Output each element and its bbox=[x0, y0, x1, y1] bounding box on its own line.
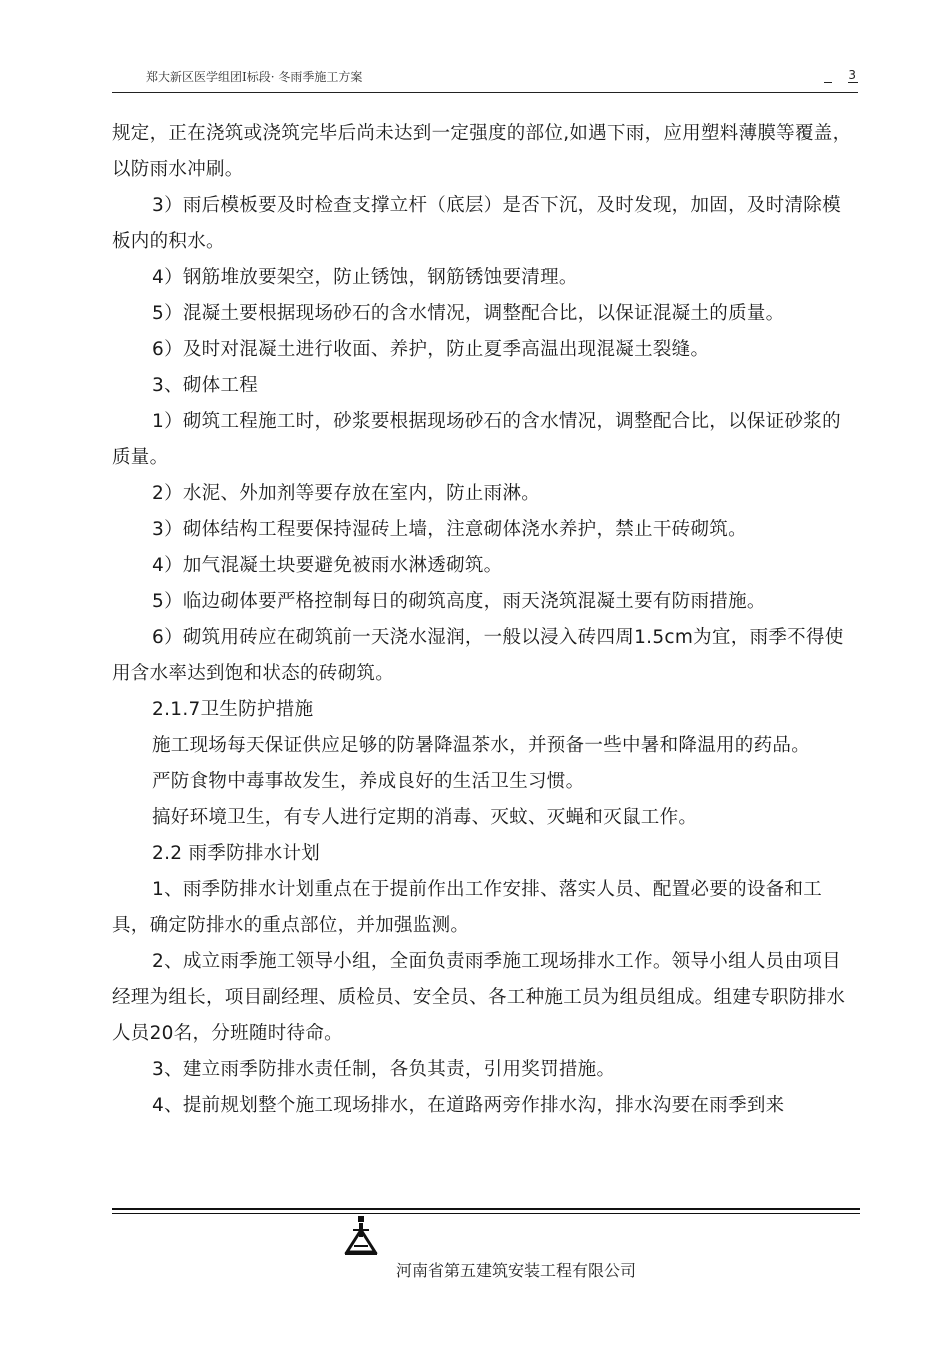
paragraph: 3、建立雨季防排水责任制，各负其责，引用奖罚措施。 bbox=[152, 1059, 616, 1080]
paragraph: 搞好环境卫生，有专人进行定期的消毒、灭蚊、灭蝇和灭鼠工作。 bbox=[152, 807, 698, 828]
paragraph: 3、砌体工程 bbox=[152, 375, 259, 396]
paragraph: 规定，正在浇筑或浇筑完毕后尚未达到一定强度的部位,如遇下雨，应用塑料薄膜等覆盖，以防雨水冲刷。 bbox=[112, 123, 852, 180]
paragraph: 4、提前规划整个施工现场排水，在道路两旁作排水沟，排水沟要在雨季到来 bbox=[152, 1095, 785, 1116]
paragraph: 严防食物中毒事故发生，养成良好的生活卫生习惯。 bbox=[152, 771, 585, 792]
paragraph: 2、成立雨季施工领导小组，全面负责雨季施工现场排水工作。领导小组人员由项目经理为组长，项目副经理、质检员、安全员、各工种施工员为组员组成。组建专职防排水人员20名，分班随时待命。 bbox=[112, 951, 846, 1044]
paragraph: 1、雨季防排水计划重点在于提前作出工作安排、落实人员、配置必要的设备和工具，确定防排水的重点部位，并加强监测。 bbox=[112, 879, 823, 936]
paragraph: 2）水泥、外加剂等要存放在室内，防止雨淋。 bbox=[152, 483, 541, 504]
paragraph: 3）砌体结构工程要保持湿砖上墙，注意砌体浇水养护，禁止干砖砌筑。 bbox=[152, 519, 747, 540]
paragraph: 1）砌筑工程施工时，砂浆要根据现场砂石的含水情况，调整配合比，以保证砂浆的质量。 bbox=[112, 411, 841, 468]
footer-rule bbox=[112, 1208, 860, 1214]
document-body bbox=[112, 116, 858, 1124]
page-header bbox=[112, 66, 858, 93]
paragraph: 2.1.7卫生防护措施 bbox=[152, 699, 314, 720]
paragraph: 施工现场每天保证供应足够的防暑降温茶水，并预备一些中暑和降温用的药品。 bbox=[152, 735, 811, 756]
paragraph: 5）临边砌体要严格控制每日的砌筑高度，雨天浇筑混凝土要有防雨措施。 bbox=[152, 591, 766, 612]
paragraph: 2.2 雨季防排水计划 bbox=[152, 843, 321, 864]
header-title: 郑大新区医学组团Ⅰ标段· 冬雨季施工方案 bbox=[146, 70, 363, 84]
paragraph: 5）混凝土要根据现场砂石的含水情况，调整配合比，以保证混凝土的质量。 bbox=[152, 303, 785, 324]
paragraph: 3）雨后模板要及时检查支撑立杆（底层）是否下沉，及时发现，加固，及时清除模板内的积水。 bbox=[112, 195, 841, 252]
page-number: 3 bbox=[848, 68, 856, 82]
paragraph: 4）加气混凝土块要避免被雨水淋透砌筑。 bbox=[152, 555, 503, 576]
header-mark bbox=[824, 82, 832, 83]
paragraph: 4）钢筋堆放要架空，防止锈蚀，钢筋锈蚀要清理。 bbox=[152, 267, 578, 288]
company-logo-icon bbox=[344, 1216, 378, 1256]
paragraph: 6）砌筑用砖应在砌筑前一天浇水湿润，一般以浸入砖四周1.5cm为宜，雨季不得使用含水率达到饱和状态的砖砌筑。 bbox=[112, 627, 844, 684]
paragraph: 6）及时对混凝土进行收面、养护，防止夏季高温出现混凝土裂缝。 bbox=[152, 339, 710, 360]
company-name: 河南省第五建筑安装工程有限公司 bbox=[396, 1261, 637, 1280]
